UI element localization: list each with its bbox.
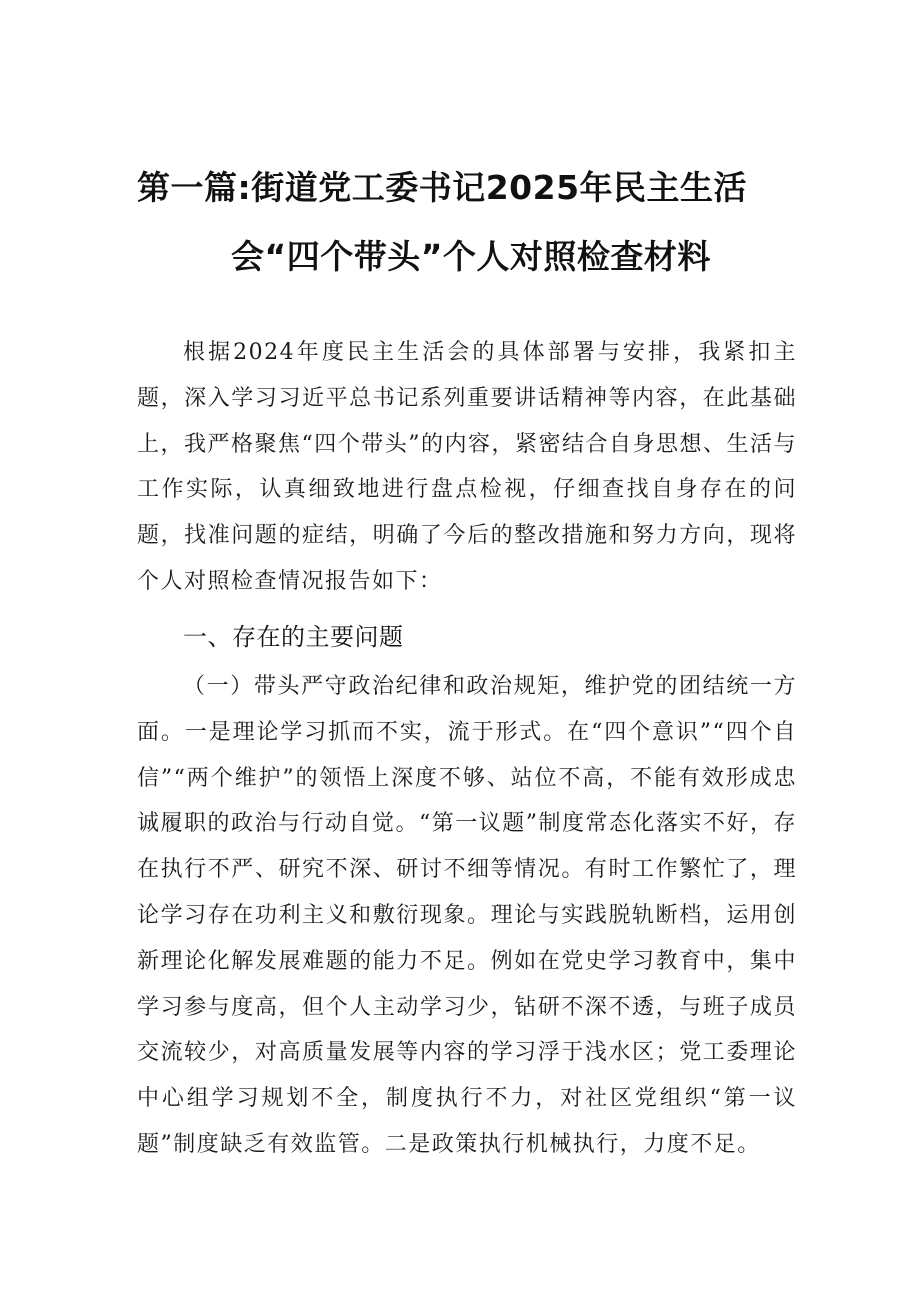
point-1-paragraph: （一）带头严守政治纪律和政治规矩，维护党的团结统一方面。一是理论学习抓而不实，流于形式。在“四个意识”“四个自信”“两个维护”的领悟上深度不够、站位不高，不能有效形成忠诚履职的政治与行动自觉。“第一议题”制度常态化落实不好，存在执行不严、研究不深、研讨不细等情况。有时工作繁忙了，理论学习存在功利主义和敷衍现象。理论与实践脱轨断档，运用创新理论化解发展难题的能力不足。例如在党史学习教育中，集中学习参与度高，但个人主动学习少，钻研不深不透，与班子成员交流较少，对高质量发展等内容的学习浮于浅水区；党工委理论中心组学习规划不全，制度执行不力，对社区党组织“第一议题”制度缺乏有效监管。二是政策执行机械执行，力度不足。 [137,674,797,1157]
document-title-line-2: 会“四个带头”个人对照检查材料 [231,237,711,276]
section-heading: 一、存在的主要问题 [183,623,404,651]
intro-paragraph: 根据2024年度民主生活会的具体部署与安排，我紧扣主题，深入学习习近平总书记系列重要讲话精神等内容，在此基础上，我严格聚焦“四个带头”的内容，紧密结合自身思想、生活与工作实际，认真细致地进行盘点检视，仔细查找自身存在的问题，找准问题的症结，明确了今后的整改措施和努力方向，现将个人对照检查情况报告如下： [137,340,797,594]
document-title-line-1: 第一篇:街道党工委书记2025年民主生活 [137,168,748,207]
